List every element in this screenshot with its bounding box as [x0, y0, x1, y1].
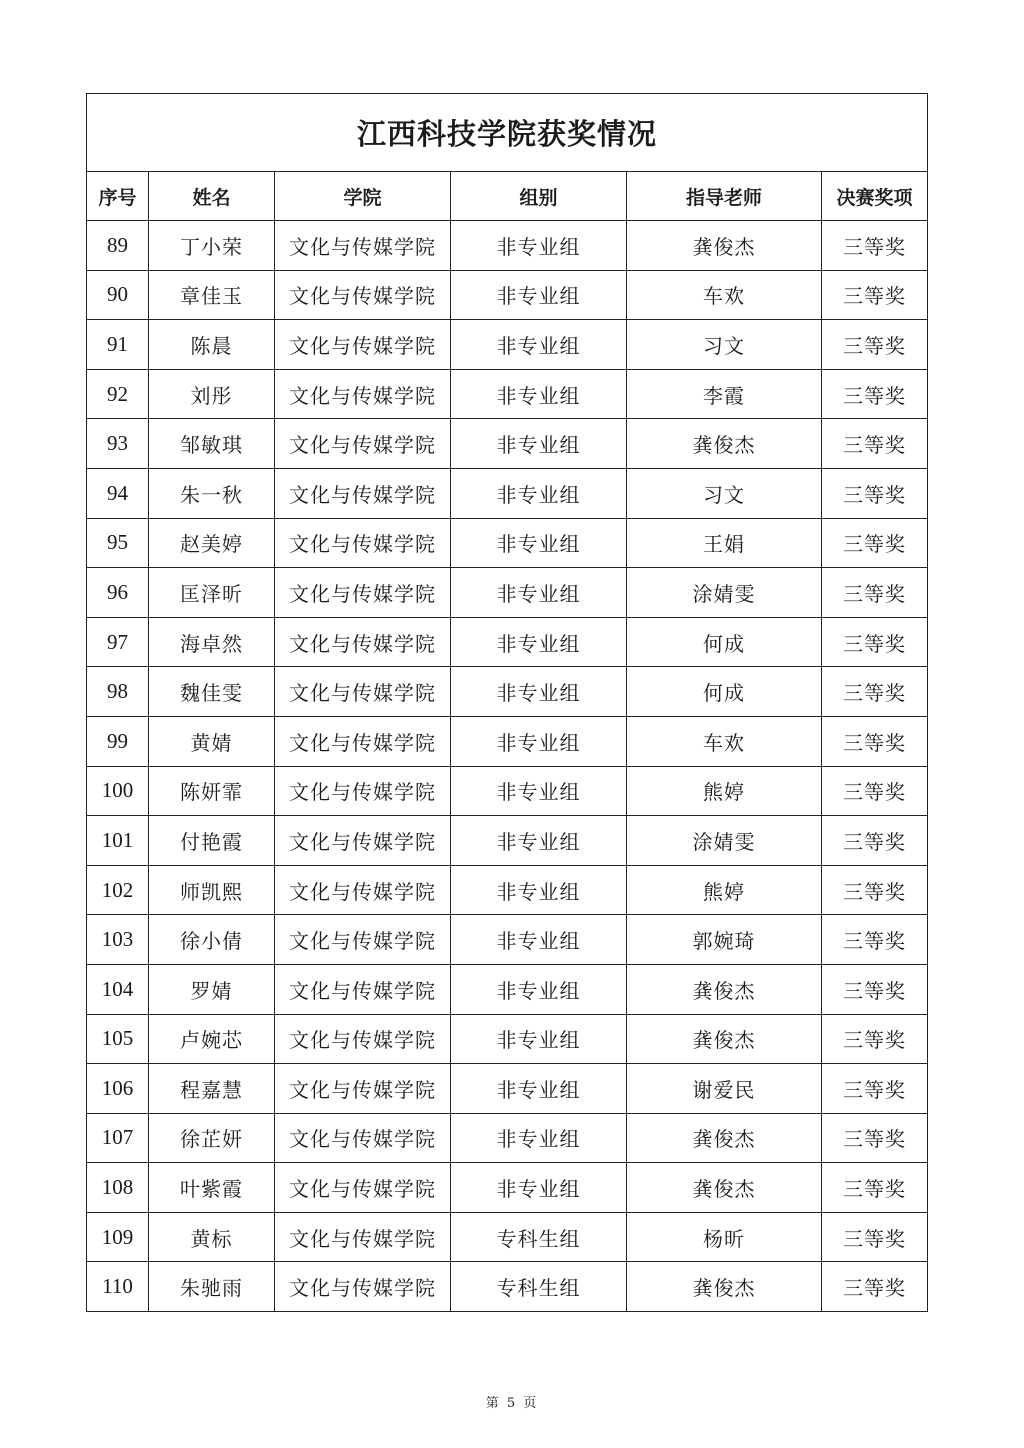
cell-group: 非专业组: [451, 1064, 627, 1114]
cell-index: 101: [87, 816, 149, 866]
cell-award: 三等奖: [822, 1212, 928, 1262]
cell-index: 107: [87, 1113, 149, 1163]
cell-advisor: 涂婧雯: [627, 568, 822, 618]
cell-group: 非专业组: [451, 617, 627, 667]
cell-award: 三等奖: [822, 1014, 928, 1064]
cell-advisor: 龚俊杰: [627, 419, 822, 469]
cell-name: 邹敏琪: [149, 419, 275, 469]
cell-group: 非专业组: [451, 568, 627, 618]
cell-award: 三等奖: [822, 816, 928, 866]
table-row: [87, 518, 928, 568]
cell-name: 程嘉慧: [149, 1064, 275, 1114]
cell-award: 三等奖: [822, 270, 928, 320]
cell-group: 非专业组: [451, 1014, 627, 1064]
column-header-group: 组别: [451, 172, 627, 221]
cell-index: 92: [87, 369, 149, 419]
table-row: [87, 964, 928, 1014]
cell-name: 朱驰雨: [149, 1262, 275, 1312]
cell-group: 非专业组: [451, 816, 627, 866]
cell-name: 罗婧: [149, 964, 275, 1014]
cell-advisor: 龚俊杰: [627, 1014, 822, 1064]
cell-award: 三等奖: [822, 468, 928, 518]
table-body: [87, 221, 928, 1312]
table-row: [87, 270, 928, 320]
cell-index: 102: [87, 865, 149, 915]
cell-index: 109: [87, 1212, 149, 1262]
cell-award: 三等奖: [822, 766, 928, 816]
cell-college: 文化与传媒学院: [275, 369, 451, 419]
cell-advisor: 龚俊杰: [627, 1163, 822, 1213]
cell-advisor: 龚俊杰: [627, 964, 822, 1014]
cell-college: 文化与传媒学院: [275, 816, 451, 866]
table-row: [87, 369, 928, 419]
table-title-row: [87, 94, 928, 172]
column-header-index: 序号: [87, 172, 149, 221]
column-header-advisor: 指导老师: [627, 172, 822, 221]
cell-award: 三等奖: [822, 568, 928, 618]
cell-college: 文化与传媒学院: [275, 1163, 451, 1213]
cell-advisor: 李霞: [627, 369, 822, 419]
cell-group: 非专业组: [451, 865, 627, 915]
cell-group: 非专业组: [451, 1163, 627, 1213]
cell-name: 卢婉芯: [149, 1014, 275, 1064]
cell-award: 三等奖: [822, 1113, 928, 1163]
cell-award: 三等奖: [822, 221, 928, 271]
cell-award: 三等奖: [822, 1163, 928, 1213]
cell-college: 文化与传媒学院: [275, 865, 451, 915]
cell-college: 文化与传媒学院: [275, 667, 451, 717]
cell-college: 文化与传媒学院: [275, 320, 451, 370]
column-header-name: 姓名: [149, 172, 275, 221]
cell-award: 三等奖: [822, 1262, 928, 1312]
cell-index: 106: [87, 1064, 149, 1114]
table-row: [87, 716, 928, 766]
table-header-row: [87, 172, 928, 221]
table-title: 江西科技学院获奖情况: [87, 94, 928, 172]
cell-advisor: 龚俊杰: [627, 1113, 822, 1163]
cell-index: 110: [87, 1262, 149, 1312]
cell-college: 文化与传媒学院: [275, 221, 451, 271]
cell-name: 朱一秋: [149, 468, 275, 518]
cell-group: 非专业组: [451, 716, 627, 766]
cell-advisor: 习文: [627, 468, 822, 518]
cell-group: 非专业组: [451, 270, 627, 320]
cell-award: 三等奖: [822, 320, 928, 370]
cell-college: 文化与传媒学院: [275, 1064, 451, 1114]
cell-index: 90: [87, 270, 149, 320]
cell-award: 三等奖: [822, 964, 928, 1014]
cell-index: 100: [87, 766, 149, 816]
cell-name: 付艳霞: [149, 816, 275, 866]
table-row: [87, 865, 928, 915]
cell-index: 96: [87, 568, 149, 618]
cell-name: 徐芷妍: [149, 1113, 275, 1163]
table-row: [87, 1212, 928, 1262]
cell-group: 非专业组: [451, 766, 627, 816]
cell-advisor: 车欢: [627, 270, 822, 320]
cell-college: 文化与传媒学院: [275, 1113, 451, 1163]
cell-college: 文化与传媒学院: [275, 468, 451, 518]
cell-college: 文化与传媒学院: [275, 419, 451, 469]
cell-index: 108: [87, 1163, 149, 1213]
cell-name: 魏佳雯: [149, 667, 275, 717]
cell-advisor: 杨昕: [627, 1212, 822, 1262]
table-row: [87, 568, 928, 618]
cell-college: 文化与传媒学院: [275, 766, 451, 816]
cell-index: 89: [87, 221, 149, 271]
cell-group: 非专业组: [451, 1113, 627, 1163]
cell-name: 徐小倩: [149, 915, 275, 965]
cell-advisor: 谢爱民: [627, 1064, 822, 1114]
cell-advisor: 涂婧雯: [627, 816, 822, 866]
column-header-award: 决赛奖项: [822, 172, 928, 221]
cell-award: 三等奖: [822, 419, 928, 469]
cell-college: 文化与传媒学院: [275, 617, 451, 667]
cell-college: 文化与传媒学院: [275, 270, 451, 320]
table-row: [87, 915, 928, 965]
cell-name: 陈妍霏: [149, 766, 275, 816]
cell-group: 非专业组: [451, 419, 627, 469]
cell-advisor: 龚俊杰: [627, 221, 822, 271]
cell-college: 文化与传媒学院: [275, 964, 451, 1014]
cell-college: 文化与传媒学院: [275, 915, 451, 965]
cell-group: 非专业组: [451, 964, 627, 1014]
awards-table: [86, 93, 928, 1312]
cell-group: 非专业组: [451, 667, 627, 717]
cell-award: 三等奖: [822, 865, 928, 915]
cell-award: 三等奖: [822, 369, 928, 419]
table-row: [87, 320, 928, 370]
table-row: [87, 419, 928, 469]
cell-advisor: 熊婷: [627, 865, 822, 915]
cell-group: 非专业组: [451, 468, 627, 518]
cell-name: 黄婧: [149, 716, 275, 766]
cell-group: 非专业组: [451, 369, 627, 419]
cell-award: 三等奖: [822, 518, 928, 568]
cell-advisor: 习文: [627, 320, 822, 370]
cell-name: 刘彤: [149, 369, 275, 419]
cell-name: 赵美婷: [149, 518, 275, 568]
cell-award: 三等奖: [822, 716, 928, 766]
cell-name: 师凯熙: [149, 865, 275, 915]
cell-index: 105: [87, 1014, 149, 1064]
table-row: [87, 221, 928, 271]
table-row: [87, 468, 928, 518]
cell-name: 章佳玉: [149, 270, 275, 320]
cell-college: 文化与传媒学院: [275, 518, 451, 568]
cell-college: 文化与传媒学院: [275, 1014, 451, 1064]
cell-group: 非专业组: [451, 518, 627, 568]
cell-index: 103: [87, 915, 149, 965]
table-row: [87, 1262, 928, 1312]
cell-award: 三等奖: [822, 617, 928, 667]
table-row: [87, 1064, 928, 1114]
cell-advisor: 熊婷: [627, 766, 822, 816]
cell-group: 专科生组: [451, 1262, 627, 1312]
cell-group: 非专业组: [451, 915, 627, 965]
cell-group: 非专业组: [451, 221, 627, 271]
cell-name: 陈晨: [149, 320, 275, 370]
cell-index: 94: [87, 468, 149, 518]
cell-index: 98: [87, 667, 149, 717]
cell-advisor: 何成: [627, 667, 822, 717]
cell-award: 三等奖: [822, 915, 928, 965]
cell-index: 91: [87, 320, 149, 370]
cell-name: 海卓然: [149, 617, 275, 667]
cell-group: 专科生组: [451, 1212, 627, 1262]
table-row: [87, 1163, 928, 1213]
cell-advisor: 王娟: [627, 518, 822, 568]
cell-college: 文化与传媒学院: [275, 568, 451, 618]
cell-award: 三等奖: [822, 1064, 928, 1114]
cell-advisor: 何成: [627, 617, 822, 667]
cell-award: 三等奖: [822, 667, 928, 717]
table-row: [87, 1113, 928, 1163]
table-row: [87, 766, 928, 816]
cell-index: 104: [87, 964, 149, 1014]
page-number: 第 5 页: [485, 1396, 539, 1411]
table-row: [87, 1014, 928, 1064]
cell-advisor: 郭婉琦: [627, 915, 822, 965]
cell-group: 非专业组: [451, 320, 627, 370]
cell-name: 叶紫霞: [149, 1163, 275, 1213]
cell-name: 丁小荣: [149, 221, 275, 271]
table-row: [87, 617, 928, 667]
cell-index: 93: [87, 419, 149, 469]
cell-advisor: 车欢: [627, 716, 822, 766]
cell-college: 文化与传媒学院: [275, 716, 451, 766]
cell-index: 97: [87, 617, 149, 667]
table-row: [87, 816, 928, 866]
cell-college: 文化与传媒学院: [275, 1212, 451, 1262]
cell-name: 匡泽昕: [149, 568, 275, 618]
cell-advisor: 龚俊杰: [627, 1262, 822, 1312]
cell-college: 文化与传媒学院: [275, 1262, 451, 1312]
column-header-college: 学院: [275, 172, 451, 221]
table-row: [87, 667, 928, 717]
cell-index: 99: [87, 716, 149, 766]
cell-name: 黄标: [149, 1212, 275, 1262]
cell-index: 95: [87, 518, 149, 568]
